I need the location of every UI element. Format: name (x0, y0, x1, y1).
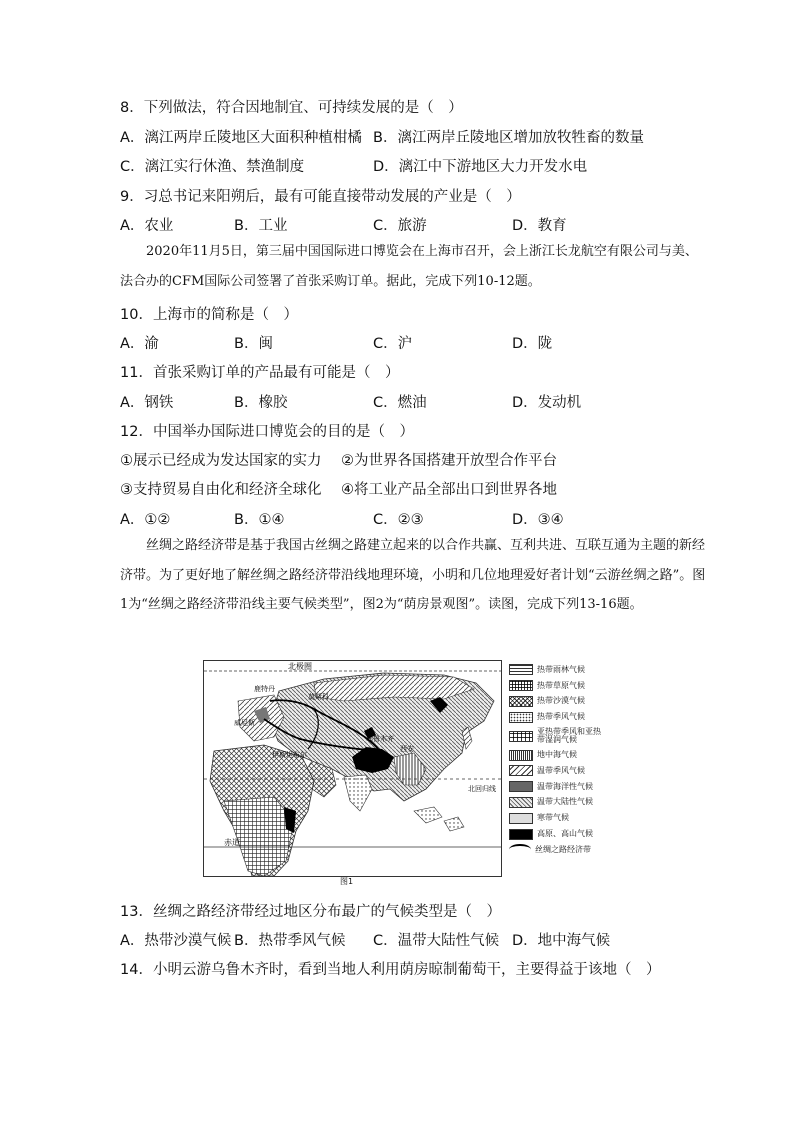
legend-label: 热带雨林气候 (537, 664, 585, 674)
q12-option-c: C．②③ (373, 512, 424, 528)
legend-label: 热带季风气候 (537, 712, 585, 722)
climate-map (203, 660, 502, 877)
q10-option-b: B．闽 (234, 336, 273, 352)
legend-label: 温带海洋性气候 (537, 781, 593, 791)
q12-statement-1: ①展示已经成为发达国家的实力 (120, 453, 322, 469)
q12-statement-3: ③支持贸易自由化和经济全球化 (120, 482, 322, 498)
q12-option-b: B．①④ (234, 512, 285, 528)
q8-option-b: B．漓江两岸丘陵地区增加放牧牲畜的数量 (373, 130, 644, 146)
legend-label: 热带草原气候 (537, 680, 585, 690)
q12-stem: 12．中国举办国际进口博览会的目的是（ ） (120, 424, 414, 440)
legend-item (509, 763, 609, 779)
legend-item (509, 725, 609, 747)
legend-item (509, 795, 609, 811)
legend-swatch (509, 765, 533, 776)
q13-option-b: B．热带季风气候 (234, 933, 346, 949)
q9-option-b: B．工业 (234, 218, 288, 234)
legend-item (509, 709, 609, 725)
legend-swatch (509, 696, 533, 707)
legend-label: 亚热带季风和亚热带湿润气候 (537, 727, 601, 745)
q12-statement-2: ②为世界各国搭建开放型合作平台 (341, 453, 557, 469)
legend-swatch (509, 664, 533, 675)
q12-statement-4: ④将工业产品全部出口到世界各地 (341, 482, 557, 498)
legend-label: 丝绸之路经济带 (535, 844, 591, 854)
legend-item (509, 747, 609, 763)
legend-label: 温带大陆性气候 (537, 797, 593, 807)
legend-swatch (509, 712, 533, 723)
legend-item (509, 810, 609, 826)
legend-swatch (509, 680, 533, 691)
q8-stem: 8．下列做法，符合因地制宜、可持续发展的是（ ） (120, 100, 463, 116)
q11-option-d: D．发动机 (512, 395, 582, 411)
q8-option-c: C．漓江实行休渔、禁渔制度 (120, 159, 305, 175)
map-label-urumqi: 乌鲁木齐 (366, 735, 394, 743)
legend-swatch (509, 797, 533, 808)
map-label-rotterdam: 鹿特丹 (254, 685, 275, 693)
map-label-xian: 西安 (400, 745, 414, 753)
figure-1 (203, 660, 606, 887)
route-line-icon (509, 844, 531, 855)
q8-option-d: D．漓江中下游地区大力开发水电 (373, 159, 588, 175)
passage-2: 丝绸之路经济带是基于我国古丝绸之路建立起来的以合作共赢、互利共进、互联互通为主题的新经济带。为了更好地了解丝绸之路经济带沿线地理环境，小明和几位地理爱好者计划“云游丝绸之路”。图1为“丝绸之路经济带沿线主要气候类型”，图2为“荫房景观图”。读图，完成下列13-16题。 (120, 538, 706, 612)
legend-label: 热带沙漠气候 (537, 696, 585, 706)
legend-item (509, 842, 609, 858)
legend-label: 寒带气候 (537, 813, 569, 823)
legend-label: 地中海气候 (537, 750, 577, 760)
q10-stem: 10．上海市的简称是（ ） (120, 307, 298, 323)
q10-option-c: C．沪 (373, 336, 413, 352)
legend-item (509, 826, 609, 842)
legend-label: 高原、高山气候 (537, 829, 593, 839)
legend-item (509, 694, 609, 710)
legend-swatch (509, 750, 533, 761)
q11-option-b: B．橡胶 (234, 395, 288, 411)
climate-map-svg (204, 661, 501, 876)
legend-swatch (509, 813, 533, 824)
legend-label: 温带季风气候 (537, 765, 585, 775)
q13-option-a: A．热带沙漠气候 (120, 933, 232, 949)
q9-option-c: C．旅游 (373, 218, 427, 234)
q10-option-a: A．渝 (120, 336, 159, 352)
q12-option-a: A．①② (120, 512, 171, 528)
q10-option-d: D．陇 (512, 336, 553, 352)
q11-option-c: C．燃油 (373, 395, 427, 411)
q9-option-d: D．教育 (512, 218, 567, 234)
q11-option-a: A．钢铁 (120, 395, 174, 411)
q14-stem: 14．小明云游乌鲁木齐时，看到当地人利用荫房晾制葡萄干，主要得益于该地（ ） (120, 962, 661, 978)
map-legend (509, 662, 609, 858)
q12-option-d: D．③④ (512, 512, 564, 528)
map-label-istanbul: 伊斯坦布尔 (272, 751, 307, 759)
legend-item (509, 678, 609, 694)
q13-option-c: C．温带大陆性气候 (373, 933, 500, 949)
passage-1: 2020年11月5日，第三届中国国际进口博览会在上海市召开，会上浙江长龙航空有限公司与美、法合办的CFM国际公司签署了首张采购订单。据此，完成下列10-12题。 (120, 244, 698, 289)
legend-item (509, 662, 609, 678)
map-label-arctic-circle: 北极圈 (288, 662, 312, 671)
q9-stem: 9．习总书记来阳朔后，最有可能直接带动发展的产业是（ ） (120, 189, 521, 205)
legend-swatch (509, 829, 533, 840)
map-label-equator: 赤道 (224, 838, 240, 847)
legend-swatch (509, 731, 533, 742)
map-label-moscow: 莫斯科 (308, 693, 329, 701)
map-label-venice: 威尼斯 (234, 719, 255, 727)
q13-stem: 13．丝绸之路经济带经过地区分布最广的气候类型是（ ） (120, 904, 501, 920)
map-label-tropic: 北回归线 (468, 785, 496, 793)
figure-caption: 图1 (340, 877, 354, 886)
q9-option-a: A．农业 (120, 218, 174, 234)
q8-option-a: A．漓江两岸丘陵地区大面积种植柑橘 (120, 130, 362, 146)
q13-option-d: D．地中海气候 (512, 933, 611, 949)
legend-item (509, 779, 609, 795)
q11-stem: 11．首张采购订单的产品最有可能是（ ） (120, 365, 400, 381)
legend-swatch (509, 781, 533, 792)
